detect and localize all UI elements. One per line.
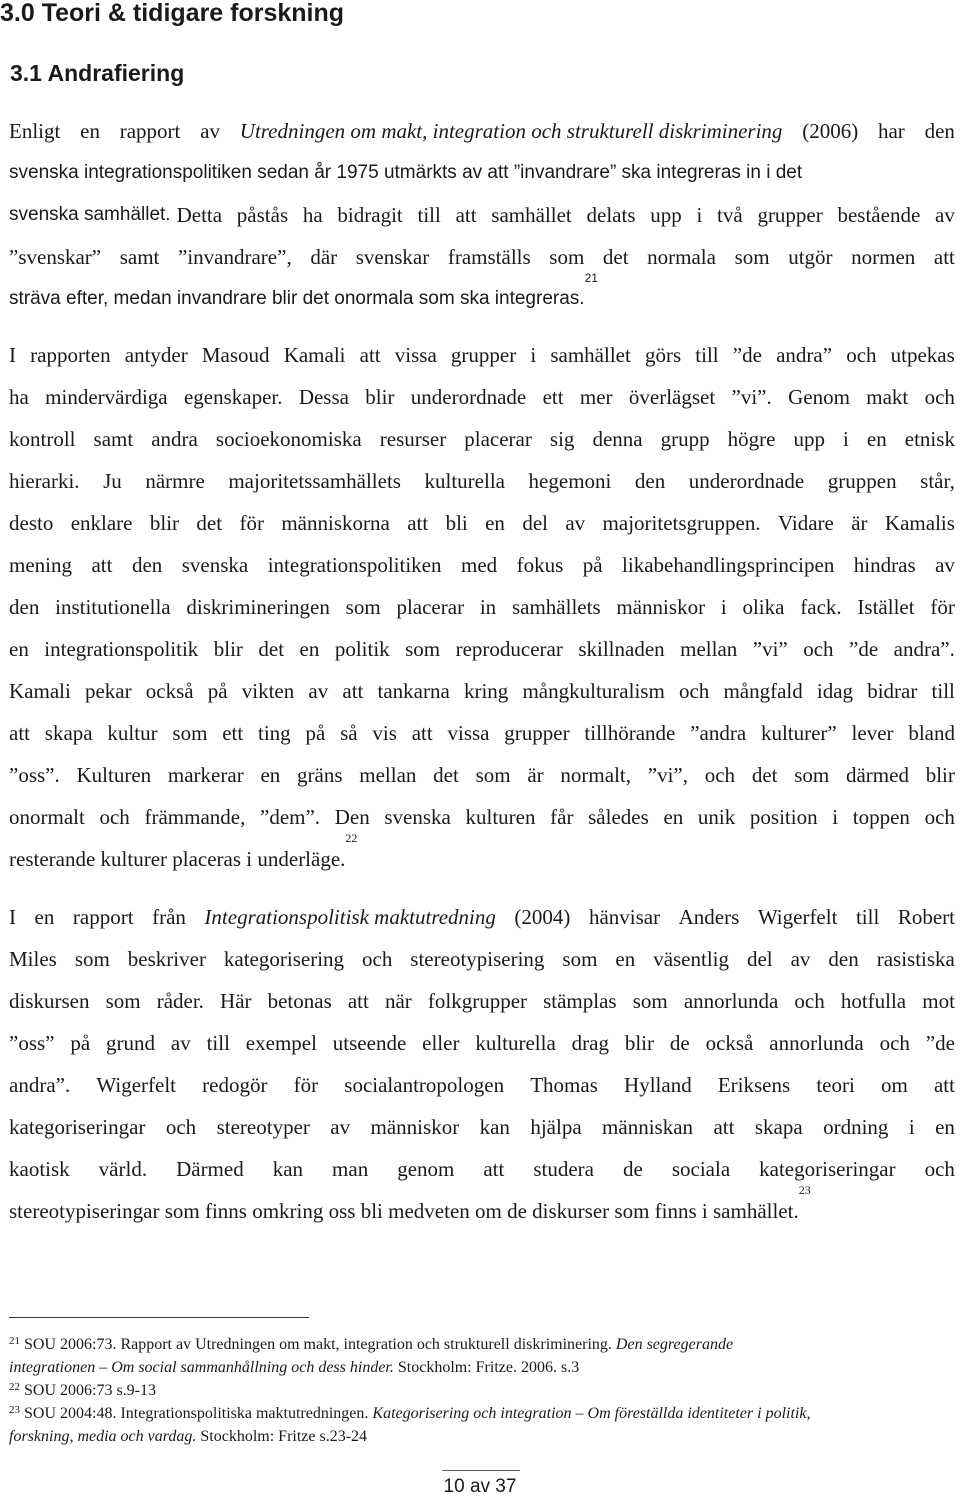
footnotes (9, 1333, 955, 1448)
report-title: Utredningen om makt, integration och strukturell diskriminering (239, 119, 783, 143)
text-line: svenska samhället. Detta påstås ha bidragit till att samhället delats upp i två grupper bestående av (9, 203, 955, 227)
text-line: mening att den svenska integrationspolitiken med fokus på likabehandlingsprincipen hindras av (9, 553, 955, 577)
text-line: ha mindervärdiga egenskaper. Dessa blir underordnade ett mer överlägset ”vi”. Genom makt och (9, 385, 955, 409)
paragraph-2 (9, 334, 955, 880)
paragraph-3 (9, 896, 955, 1232)
text-line: diskursen som råder. Här betonas att när folkgrupper stämplas som annorlunda och hotfulla mot (9, 989, 955, 1013)
text-line: desto enklare blir det för människorna att bli en del av majoritetsgruppen. Vidare är Kamalis (9, 511, 955, 535)
footnote-22: $^{22}$ SOU 2006:73 s.9-13 (9, 1381, 157, 1399)
page-number: 10 av 37 (443, 1476, 517, 1497)
text-line: hierarki. Ju närmre majoritetssamhällets kulturella hegemoni den underordnade gruppen står, (9, 469, 955, 493)
footnote-ref-21: 21 (584, 271, 598, 285)
text-line: I en rapport från Integrationspolitisk maktutredning (2004) hänvisar Anders Wigerfelt till Robert (9, 896, 955, 938)
text-line: resterande kulturer placeras i underläge. 22 (9, 838, 955, 880)
footnote-ref-22: 22 (345, 831, 358, 845)
text-line: kategoriseringar och stereotyper av människor kan hjälpa människan att skapa ordning i en (9, 1115, 955, 1139)
footnote-21: $^{21}$ SOU 2006:73. Rapport av Utredningen om makt, integration och strukturell diskriminering. Den segregerande (9, 1335, 734, 1353)
text-line: ”oss” på grund av till exempel utseende eller kulturella drag blir de också annorlunda och ”de (9, 1031, 955, 1055)
text-line: kontroll samt andra socioekonomiska resurser placerar sig denna grupp högre upp i en etnisk (9, 427, 955, 451)
section-heading: 3.0 Teori & tidigare forskning (0, 0, 345, 27)
footnote-21-cont: integrationen – Om social sammanhållning och dess hinder. Stockholm: Fritze. 2006. s.3 (9, 1359, 580, 1376)
text-line: andra”. Wigerfelt redogör för socialantropologen Thomas Hylland Eriksens teori om att (9, 1073, 955, 1097)
text-line: ”svenskar” samt ”invandrare”, där svenskar framställs som det normala som utgör normen att (9, 245, 955, 269)
text-line: att skapa kultur som ett ting på så vis att vissa grupper tillhörande ”andra kulturer” lever bland (9, 721, 955, 745)
footnote-separator (9, 1317, 309, 1318)
text-line: den institutionella diskrimineringen som placerar in samhällets människor i olika fack. Istället för (9, 595, 955, 619)
text-line: I rapporten antyder Masoud Kamali att vissa grupper i samhället görs till ”de andra” och utpekas (9, 343, 955, 367)
footnote-23: $^{23}$ SOU 2004:48. Integrationspolitiska maktutredningen. Kategorisering och integration – Om föreställda identiteter i politik, (9, 1404, 811, 1422)
report-title: Integrationspolitisk maktutredning (204, 905, 496, 929)
page-number-rule (442, 1470, 520, 1471)
text-line: Enligt en rapport av Utredningen om makt, integration och strukturell diskriminering (2006) har den (9, 110, 955, 152)
text-line: Kamali pekar också på vikten av att tankarna kring mångkulturalism och mångfald idag bidrar till (9, 679, 955, 703)
text-line: en integrationspolitik blir det en politik som reproducerar skillnaden mellan ”vi” och ”de andra”. (9, 637, 955, 661)
text-line: Miles som beskriver kategorisering och stereotypisering som en väsentlig del av den rasistiska (9, 947, 955, 971)
footnote-23-cont: forskning, media och vardag. Stockholm: Fritze s.23-24 (9, 1428, 368, 1445)
paragraph-1 (9, 110, 955, 320)
text-line: onormalt och främmande, ”dem”. Den svenska kulturen får således en unik position i toppen och (9, 805, 955, 829)
text-line: stereotypiseringar som finns omkring oss bli medveten om de diskurser som finns i samhället. 23 (9, 1190, 955, 1232)
text-line: sträva efter, medan invandrare blir det onormala som ska integreras. 21 (9, 278, 955, 320)
text-line: kaotisk värld. Därmed kan man genom att studera de sociala kategoriseringar och (9, 1157, 955, 1181)
text-line: ”oss”. Kulturen markerar en gräns mellan det som är normalt, ”vi”, och det som därmed blir (9, 763, 955, 787)
text-line: svenska integrationspolitiken sedan år 1975 utmärkts av att ”invandrare” ska integreras in i det (9, 162, 803, 183)
subsection-heading: 3.1 Andrafiering (10, 60, 185, 86)
footnote-ref-23: 23 (798, 1183, 811, 1197)
